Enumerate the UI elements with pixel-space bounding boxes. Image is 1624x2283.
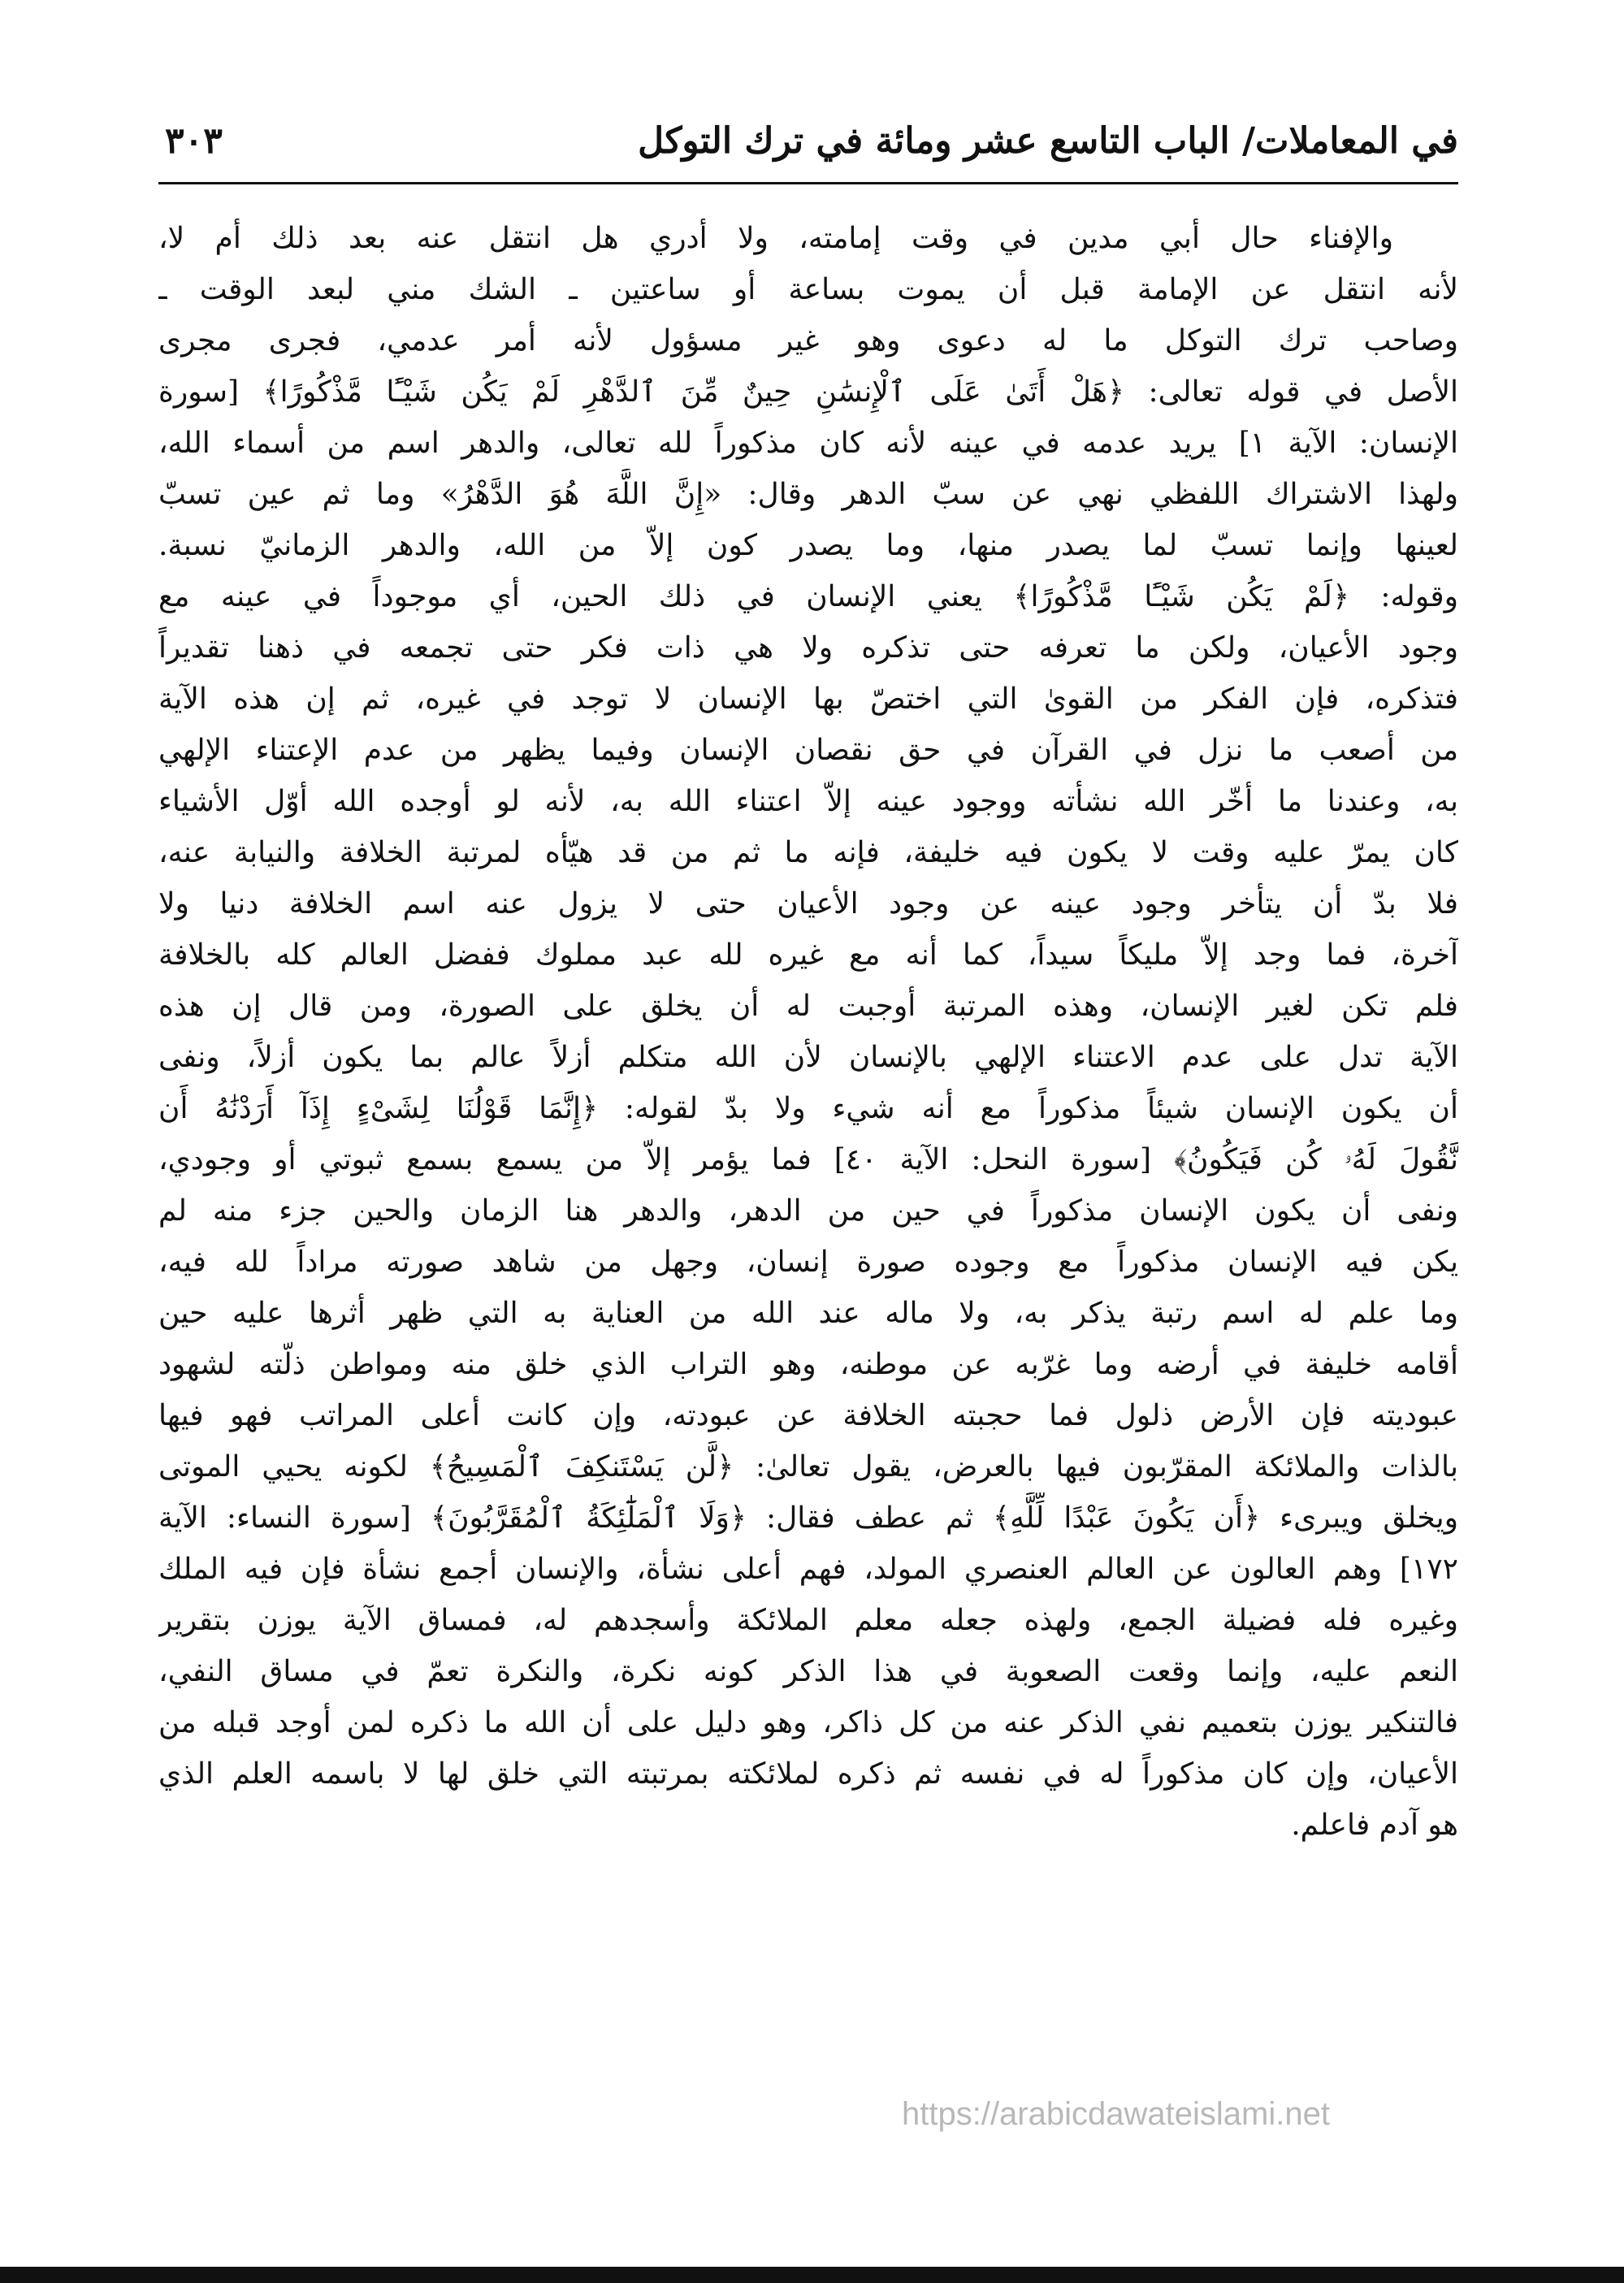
text-line: النعم عليه، وإنما وقعت الصعوبة في هذا الذكر كونه نكرة، والنكرة تعمّ في مساق النفي، — [158, 1655, 1458, 1688]
text-line: يكن فيه الإنسان مذكوراً مع وجوده صورة إنسان، وجهل من شاهد صورته مراداً لله فيه، — [158, 1245, 1458, 1279]
text-line: لأنه انتقل عن الإمامة قبل أن يموت بساعة أو ساعتين ـ الشك مني لبعد الوقت ـ — [158, 273, 1458, 306]
text-line: الآية تدل على عدم الاعتناء الإلهي بالإنسان لأن الله متكلم أزلاً عالم بما يكون أزلاً، ونفى — [158, 1041, 1458, 1074]
text-line: الأعيان، وإن كان مذكوراً له في نفسه ثم ذكره لملائكته بمرتبته التي خلق لها لا باسمه العلم الذي — [158, 1757, 1458, 1791]
text-line: فلم تكن لغير الإنسان، وهذه المرتبة أوجبت له أن يخلق على الصورة، ومن قال إن هذه — [158, 990, 1458, 1023]
text-line: نَّقُولَ لَهُۥ كُن فَيَكُونُ﴾ [سورة النحل: الآية ٤٠] فما يؤمر إلاّ من يسمع بسمع ثبوتي أو وجودي، — [158, 1143, 1458, 1176]
text-line: هو آدم فاعلم. — [1291, 1809, 1458, 1842]
text-line: وغيره فله فضيلة الجمع، ولهذه جعله معلم الملائكة وأسجدهم له، فمساق الآية يوزن بتقرير — [158, 1604, 1458, 1637]
text-line: أقامه خليفة في أرضه وما غرّبه عن موطنه، وهو التراب الذي خلق منه ومواطن ذلّته لشهود — [158, 1348, 1458, 1381]
text-line: فلا بدّ أن يتأخر وجود عينه عن وجود الأعيان حتى لا يزول عنه اسم الخلافة دنيا ولا — [158, 887, 1458, 921]
text-line: الإنسان: الآية ١] يريد عدمه في عينه لأنه كان مذكوراً لله تعالى، والدهر اسم من أسماء الله، — [158, 427, 1458, 460]
text-line: لعينها وإنما تسبّ لما يصدر منها، وما يصدر كون إلاّ من الله، والدهر الزمانيّ نسبة. — [158, 529, 1458, 562]
header-divider — [158, 182, 1458, 184]
text-line: به، وعندنا ما أخّر الله نشأته ووجود عينه إلاّ اعتناء الله به، لأنه لو أوجده الله أوّل الأشياء — [158, 785, 1458, 818]
chapter-title: في المعاملات/ الباب التاسع عشر ومائة في ترك التوكل — [638, 120, 1458, 162]
running-header — [158, 120, 1458, 177]
watermark-url: https://arabicdawateislami.net — [902, 2096, 1330, 2132]
text-line: أن يكون الإنسان شيئاً مذكوراً مع أنه شيء ولا بدّ لقوله: ﴿إِنَّمَا قَوْلُنَا لِشَىْءٍ إِذَآ أَرَدْنَٰهُ أَن — [158, 1092, 1458, 1125]
text-line: كان يمرّ عليه وقت لا يكون فيه خليفة، فإنه ما ثم من قد هيّأه لمرتبة الخلافة والنيابة عنه، — [158, 836, 1458, 869]
text-line: والإفناء حال أبي مدين في وقت إمامته، ولا أدري هل انتقل عنه بعد ذلك أم لا، — [158, 222, 1393, 255]
page-number: ٣٠٣ — [165, 120, 223, 162]
text-line: وجود الأعيان، ولكن ما تعرفه حتى تذكره ولا هي ذات فكر حتى تجمعه في ذهنا تقديراً — [158, 631, 1458, 665]
text-line: ويخلق ويبرىء ﴿أَن يَكُونَ عَبْدًا لِّلَّهِ﴾ ثم عطف فقال: ﴿وَلَا ٱلْمَلَٰٓئِكَةُ ٱلْمُقَرَّبُونَ﴾ [سورة النساء: الآية — [158, 1501, 1458, 1535]
text-line: من أصعب ما نزل في القرآن في حق نقصان الإنسان وفيما يظهر من عدم الإعتناء الإلهي — [158, 734, 1458, 767]
text-line: آخرة، فما وجد إلاّ مليكاً سيداً، كما أنه مع غيره لله عبد مملوك ففضل العالم كله بالخلافة — [158, 938, 1458, 972]
text-line: ونفى أن يكون الإنسان مذكوراً في حين من الدهر، والدهر هنا الزمان والحين جزء منه لم — [158, 1194, 1458, 1228]
text-line: بالذات والملائكة المقرّبون فيها بالعرض، يقول تعالىٰ: ﴿لَّن يَسْتَنكِفَ ٱلْمَسِيحُ﴾ لكونه يحيي الموتى — [158, 1450, 1458, 1484]
text-line: فتذكره، فإن الفكر من القوىٰ التي اختصّ بها الإنسان لا توجد في غيره، ثم إن هذه الآية — [158, 682, 1458, 716]
text-line: ١٧٢] وهم العالون عن العالم العنصري المولد، فهم أعلى نشأة، والإنسان أجمع نشأة فإن فيه الملك — [158, 1553, 1458, 1586]
scan-bottom-edge — [0, 2267, 1624, 2283]
text-line: وما علم له اسم رتبة يذكر به، ولا ماله عند الله من العناية به التي ظهر أثرها عليه حين — [158, 1297, 1458, 1330]
body-text — [158, 213, 1458, 1851]
text-line: وصاحب ترك التوكل ما له دعوى وهو غير مسؤول لأنه أمر عدمي، فجرى مجرى — [158, 324, 1458, 357]
text-line: وقوله: ﴿لَمْ يَكُن شَيْـًٔا مَّذْكُورًا﴾ يعني الإنسان في ذلك الحين، أي موجوداً في عينه مع — [158, 580, 1458, 613]
text-line: الأصل في قوله تعالى: ﴿هَلْ أَتَىٰ عَلَى ٱلْإِنسَٰنِ حِينٌ مِّنَ ٱلدَّهْرِ لَمْ يَكُن شَيْـًٔا مَّذْكُورًا﴾ [سورة — [158, 375, 1458, 409]
text-line: عبوديته فإن الأرض ذلول فما حجبته الخلافة عن عبودته، وإن كانت أعلى المراتب فهو فيها — [158, 1399, 1458, 1432]
text-line: ولهذا الاشتراك اللفظي نهي عن سبّ الدهر وقال: «إِنَّ اللَّهَ هُوَ الدَّهْرُ» وما ثم عين تسبّ — [158, 478, 1458, 511]
text-line: فالتنكير يوزن بتعميم نفي الذكر عنه من كل ذاكر، وهو دليل على أن الله ما ذكره لمن أوجد قبله من — [158, 1706, 1458, 1739]
